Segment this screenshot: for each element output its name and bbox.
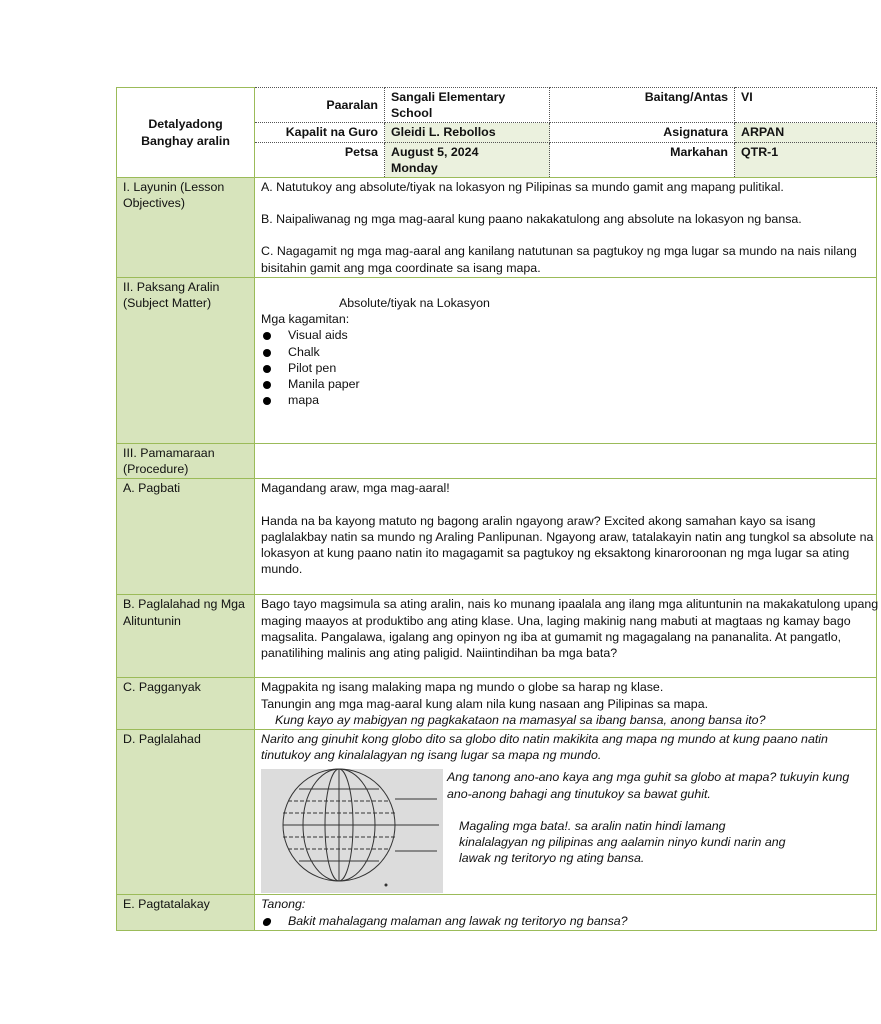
list-item: mapa bbox=[261, 392, 870, 408]
quarter-value: QTR-1 bbox=[735, 142, 877, 177]
subject-value: ARPAN bbox=[735, 123, 877, 142]
subject-matter-content bbox=[255, 278, 877, 444]
procedure-content bbox=[255, 444, 877, 479]
list-item: Manila paper bbox=[261, 376, 870, 392]
date-value: August 5, 2024 Monday bbox=[385, 142, 550, 177]
praise-text: Magaling mga bata!. sa aralin natin hindi lamang kinalalagyan ng pilipinas ang aalamin ninyo kundi narin ang lawak ng teritoryo ng ating bansa. bbox=[459, 818, 786, 866]
discussion-content: Tanong: Bakit mahalagang malaman ang lawak ng teritoryo ng bansa? bbox=[255, 895, 877, 930]
motivation-content: Magpakita ng isang malaking mapa ng mundo o globe sa harap ng klase. Tanungin ang mga mag-aaral kung alam nila kung nasaan ang Pilipinas sa mapa. Kung kayo ay mabigyan ng pagkakataon na mamasyal sa ibang bansa, anong bansa ito? bbox=[255, 678, 877, 730]
list-item: Pilot pen bbox=[261, 360, 870, 376]
subject-label: Asignatura bbox=[550, 123, 735, 142]
topic-title: Absolute/tiyak na Lokasyon bbox=[339, 296, 490, 311]
globe-drawing-image bbox=[261, 769, 443, 893]
objectives-content: A. Natutukoy ang absolute/tiyak na lokasyon ng Pilipinas sa mundo gamit ang mapang pulitikal. B. Naipaliwanag ng mga mag-aaral kung paano nakakatulong ang absolute na lokasyon ng bansa. C. Nagagamit ng mga mag-aaral ang kanilang natutunan sa pagtukoy ng mga lugar sa mundo na nais nilang bisitahin gamit ang mga coordinate sa isang mapa. bbox=[255, 178, 877, 278]
school-value: Sangali Elementary School bbox=[385, 88, 550, 123]
lesson-plan-table bbox=[116, 87, 877, 931]
rules-label: B. Paglalahad ng Mga Alituntunin bbox=[117, 595, 255, 678]
materials-list bbox=[261, 327, 870, 408]
quarter-label: Markahan bbox=[550, 142, 735, 177]
presentation-content: Narito ang ginuhit kong globo dito sa globo dito natin makikita ang mapa ng mundo at kung paano natin tinutukoy ang kinalalagyan ng isang lugar sa mapa ng mundo. Ang tanong ano-ano kaya ang mga guhit sa globo at mapa? tukuyin kung ano-anong bahagi ang tinutukoy sa bawat guhit. Magaling mga bata!. sa aralin natin hindi lamang kinalalagyan ng pilipinas ang aalamin ninyo kundi narin ang lawak ng teritoryo ng ating bansa. bbox=[255, 730, 877, 895]
motivation-label: C. Pagganyak bbox=[117, 678, 255, 730]
date-label: Petsa bbox=[255, 142, 385, 177]
globe-question: Ang tanong ano-ano kaya ang mga guhit sa globo at mapa? tukuyin kung ano-anong bahagi ang tinutukoy sa bawat guhit. bbox=[447, 770, 850, 801]
teacher-label: Kapalit na Guro bbox=[255, 123, 385, 142]
greeting-content: Magandang araw, mga mag-aaral! Handa na ba kayong matuto ng bagong aralin ngayong araw? Excited akong samahan kayo sa isang paglalakbay natin sa mundo ng Araling Panlipunan. Ngayong araw, tatalakayin natin ang tungkol sa absolute na lokasyon at kung paano natin ito magagamit sa pagtukoy ng eksaktong kinaroroonan ng mga lugar sa ating mundo. bbox=[255, 479, 877, 595]
greeting-label: A. Pagbati bbox=[117, 479, 255, 595]
document-title: Detalyadong Banghay aralin bbox=[117, 88, 255, 178]
teacher-value: Gleidi L. Rebollos bbox=[385, 123, 550, 142]
grade-value: VI bbox=[735, 88, 877, 123]
presentation-label: D. Paglalahad bbox=[117, 730, 255, 895]
materials-label: Mga kagamitan: bbox=[261, 312, 350, 327]
objectives-label: I. Layunin (Lesson Objectives) bbox=[117, 178, 255, 278]
school-label: Paaralan bbox=[255, 88, 385, 123]
subject-matter-label: II. Paksang Aralin (Subject Matter) bbox=[117, 278, 255, 444]
list-item: Chalk bbox=[261, 344, 870, 360]
procedure-label: III. Pamamaraan (Procedure) bbox=[117, 444, 255, 479]
list-item: Bakit mahalagang malaman ang lawak ng teritoryo ng bansa? bbox=[261, 913, 870, 929]
list-item: Visual aids bbox=[261, 327, 870, 343]
discussion-label: E. Pagtatalakay bbox=[117, 895, 255, 930]
rules-content: Bago tayo magsimula sa ating aralin, nais ko munang ipaalala ang ilang mga alituntunin na makakatulong upang maging maayos at produktibo ang ating klase. Una, laging makinig nang mabuti at magtaas ng kamay bago magsalita. Pangalawa, igalang ang opinyon ng iba at gumamit ng magagalang na pananalita. At pangatlo, panatilihing malinis ang ating paligid. Naiintindihan ba mga bata? bbox=[255, 595, 877, 678]
grade-label: Baitang/Antas bbox=[550, 88, 735, 123]
